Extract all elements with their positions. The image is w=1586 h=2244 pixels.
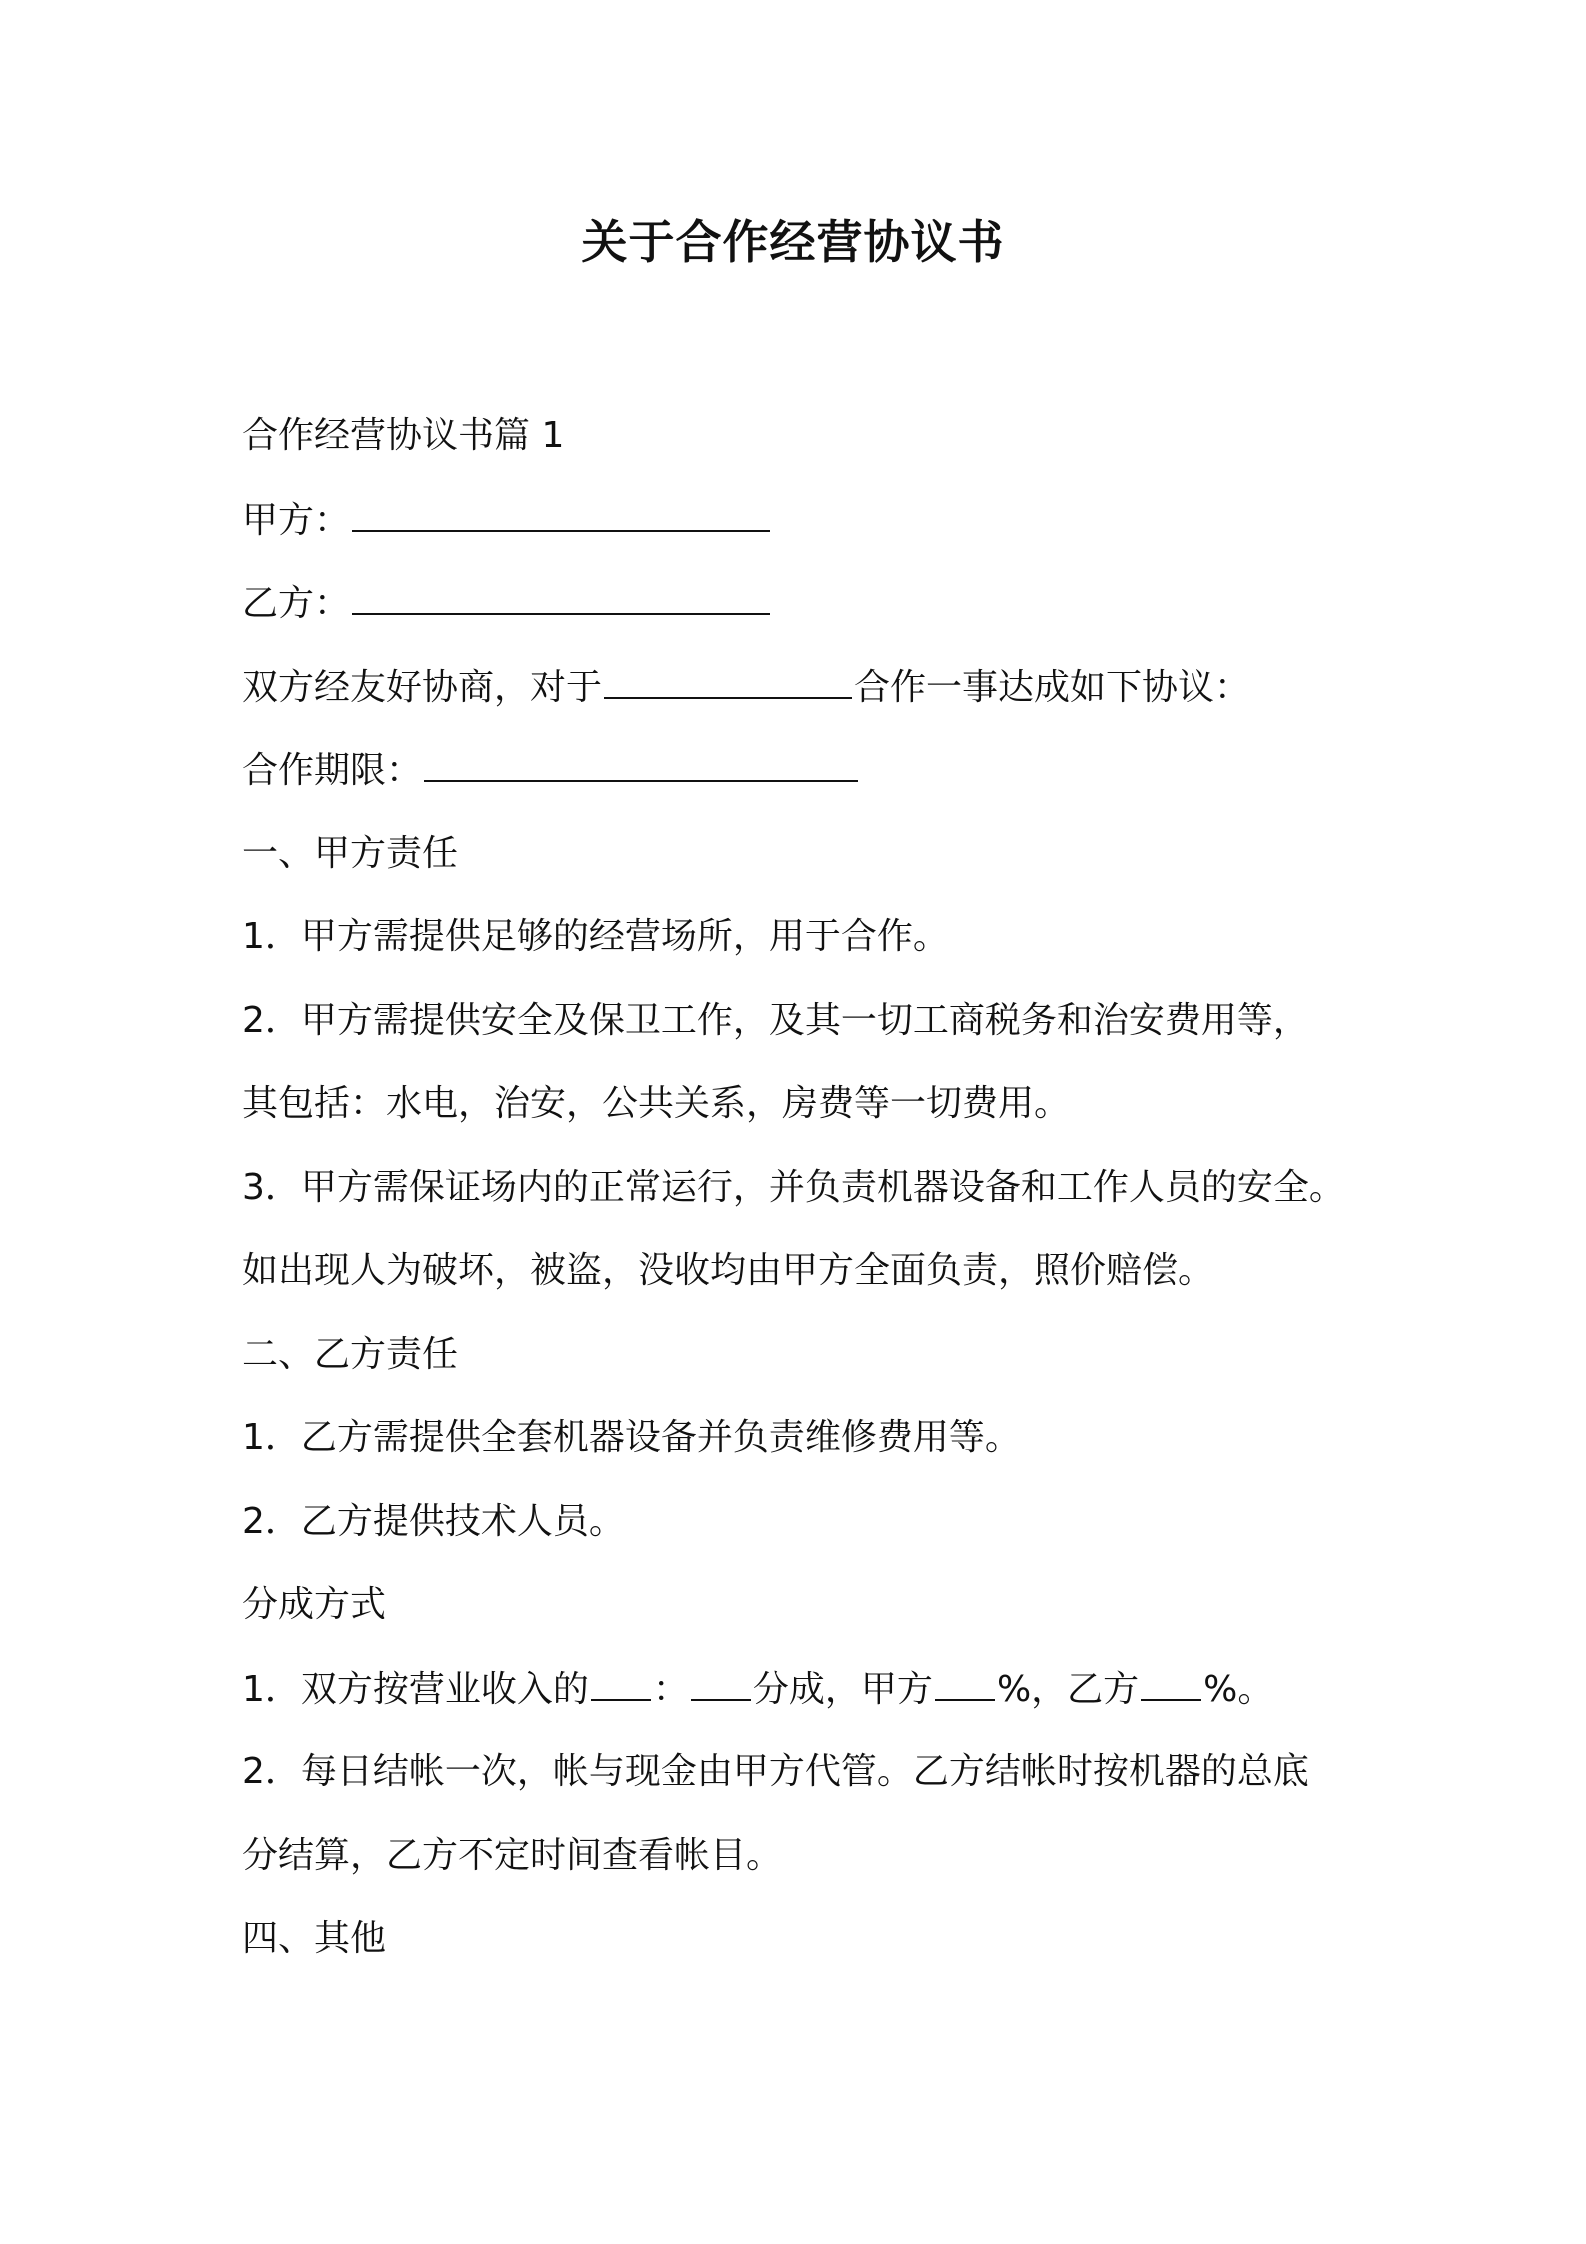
line-label: 乙方： [242,583,351,624]
clause-line [242,909,1442,993]
line-text: 1．乙方需提供全套机器设备并负责维修费用等。 [242,1417,1021,1458]
line-text: 四、其他 [242,1918,387,1959]
line-text: 合作一事达成如下协议： [854,666,1251,708]
party-a-blank [352,492,770,532]
party-b-percent-blank [1141,1661,1201,1701]
clause-line [242,1160,1442,1244]
agreement-intro-line [242,659,1442,743]
line-label: 甲方： [242,499,351,541]
clause-heading [242,826,1442,910]
line-text: 2．甲方需提供安全及保卫工作，及其一切工商税务和治安费用等， [242,999,1309,1041]
party-a-line [242,492,1442,576]
line-text: %。 [1203,1668,1274,1710]
ratio-b-blank [691,1661,751,1701]
line-text: 分成方式 [242,1584,387,1625]
line-text: 3．甲方需保证场内的正常运行，并负责机器设备和工作人员的安全。 [242,1166,1345,1208]
party-b-line [242,575,1442,659]
line-text: 1．甲方需提供足够的经营场所，用于合作。 [242,916,949,957]
party-a-percent-blank [935,1661,995,1701]
line-text: 合作经营协议书篇 1 [242,415,565,456]
clause-line [242,1243,1442,1327]
line-text: 分结算，乙方不定时间查看帐目。 [242,1834,783,1876]
revenue-share-line [242,1661,1442,1745]
line-text: 一、甲方责任 [242,832,459,874]
clause-heading [242,1577,1442,1661]
cooperation-subject-blank [604,659,852,699]
section-heading [242,408,1442,492]
line-text: 2．每日结帐一次，帐与现金由甲方代管。乙方结帐时按机器的总底 [242,1751,1309,1792]
ratio-a-blank [591,1661,651,1701]
line-text: 分成，甲方 [752,1668,933,1710]
clause-line [242,1744,1442,1828]
clause-line [242,1410,1442,1494]
clause-line [242,1076,1442,1160]
clause-line [242,1828,1442,1912]
line-text: 如出现人为破坏，被盗，没收均由甲方全面负责，照价赔偿。 [242,1250,1215,1291]
line-text: 2．乙方提供技术人员。 [242,1500,625,1542]
term-line [242,742,1442,826]
line-text: ： [652,1668,689,1710]
document-body [242,408,1442,1995]
line-text: %，乙方 [996,1668,1140,1710]
document-title: 关于合作经营协议书 [581,215,1005,269]
line-text: 1．双方按营业收入的 [242,1668,589,1710]
clause-heading [242,1327,1442,1411]
clause-line [242,1494,1442,1578]
clause-heading [242,1911,1442,1995]
line-text: 双方经友好协商，对于 [242,666,603,708]
line-label: 合作期限： [242,750,423,791]
clause-line [242,993,1442,1077]
line-text: 其包括：水电，治安，公共关系，房费等一切费用。 [242,1083,1071,1124]
line-text: 二、乙方责任 [242,1333,459,1375]
party-b-blank [352,575,770,615]
term-blank [424,742,858,782]
